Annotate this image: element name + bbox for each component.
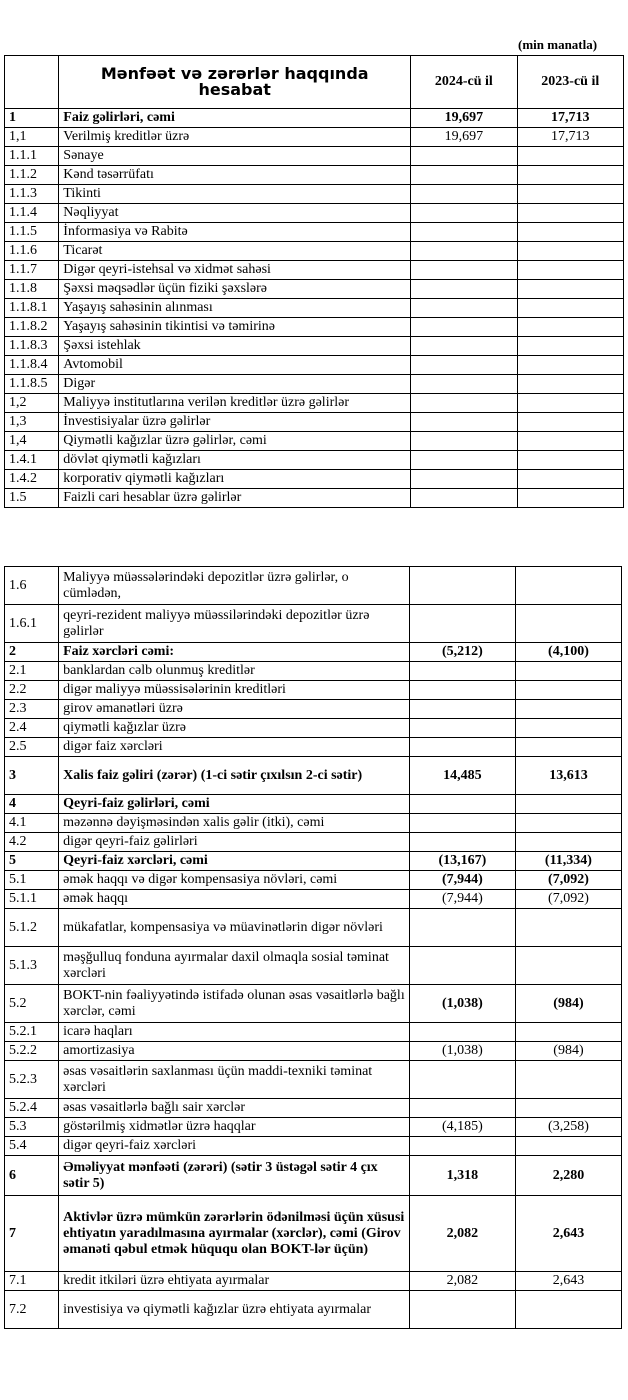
row-value-2024 (411, 413, 517, 432)
row-value-2024 (411, 451, 517, 470)
row-code: 2.5 (5, 738, 59, 757)
row-label: İnformasiya və Rabitə (59, 223, 411, 242)
row-label: göstərilmiş xidmətlər üzrə haqqlar (59, 1118, 410, 1137)
header-code-cell (5, 56, 59, 109)
row-label: kredit itkiləri üzrə ehtiyata ayırmalar (59, 1272, 410, 1291)
row-value-2023 (517, 318, 623, 337)
row-value-2023: 2,280 (515, 1156, 621, 1196)
row-code: 5.2.4 (5, 1099, 59, 1118)
row-code: 2.1 (5, 662, 59, 681)
row-label: Aktivlər üzrə mümkün zərərlərin ödənilməsi üçün xüsusi ehtiyatın yaradılmasına ayırmalar (xərclər), cəmi (Girov əmanəti qəbul etmək hüququ olan BOKT-lər üçün) (59, 1196, 410, 1272)
row-label: Qeyri-faiz xərcləri, cəmi (59, 852, 410, 871)
row-label: BOKT-nin fəaliyyətində istifadə olunan əsas vəsaitlərlə bağlı xərclər, cəmi (59, 985, 410, 1023)
row-value-2024 (409, 909, 515, 947)
row-value-2023 (515, 1291, 621, 1329)
row-value-2023 (517, 356, 623, 375)
row-code: 5.2.2 (5, 1042, 59, 1061)
table-row (5, 1156, 622, 1196)
row-code: 1,3 (5, 413, 59, 432)
table-row (5, 833, 622, 852)
row-code: 2.4 (5, 719, 59, 738)
row-code: 1.1.8.1 (5, 299, 59, 318)
row-code: 5.2 (5, 985, 59, 1023)
row-code: 1.1.3 (5, 185, 59, 204)
row-label: digər maliyyə müəssisələrinin kreditləri (59, 681, 410, 700)
row-value-2023 (517, 204, 623, 223)
row-label: Ticarət (59, 242, 411, 261)
row-value-2024 (411, 242, 517, 261)
row-code: 5.2.1 (5, 1023, 59, 1042)
row-code: 1.5 (5, 489, 59, 508)
row-value-2024 (411, 470, 517, 489)
row-value-2024: (7,944) (409, 890, 515, 909)
row-value-2024 (409, 1023, 515, 1042)
table-row (5, 1061, 622, 1099)
table-row (5, 147, 624, 166)
table-row (5, 719, 622, 738)
row-code: 3 (5, 757, 59, 795)
row-label: Yaşayış sahəsinin alınması (59, 299, 411, 318)
row-code: 1.1.8.4 (5, 356, 59, 375)
row-label: əsas vəsaitlərlə bağlı sair xərclər (59, 1099, 410, 1118)
table-header-row (5, 56, 624, 109)
row-label: Qiymətli kağızlar üzrə gəlirlər, cəmi (59, 432, 411, 451)
table-row (5, 1042, 622, 1061)
row-value-2024: (7,944) (409, 871, 515, 890)
row-code: 2.2 (5, 681, 59, 700)
table-row (5, 662, 622, 681)
row-value-2024 (411, 356, 517, 375)
table-row (5, 1272, 622, 1291)
row-value-2024: 19,697 (411, 109, 517, 128)
row-label: icarə haqları (59, 1023, 410, 1042)
row-value-2024 (411, 185, 517, 204)
table-row (5, 185, 624, 204)
unit-note: (min manatla) (518, 37, 598, 52)
row-value-2023: (3,258) (515, 1118, 621, 1137)
row-label: əmək haqqı və digər kompensasiya növləri, cəmi (59, 871, 410, 890)
row-value-2023: (7,092) (515, 871, 621, 890)
row-label: investisiya və qiymətli kağızlar üzrə ehtiyata ayırmalar (59, 1291, 410, 1329)
row-code: 1,2 (5, 394, 59, 413)
table-row (5, 204, 624, 223)
row-label: korporativ qiymətli kağızları (59, 470, 411, 489)
table-row (5, 223, 624, 242)
table-row (5, 681, 622, 700)
row-code: 1.1.8.5 (5, 375, 59, 394)
table-row (5, 470, 624, 489)
table-row (5, 489, 624, 508)
row-value-2024: 14,485 (409, 757, 515, 795)
row-code: 5.1 (5, 871, 59, 890)
row-value-2023 (517, 280, 623, 299)
table-row (5, 947, 622, 985)
table-row (5, 567, 622, 605)
row-value-2024 (411, 261, 517, 280)
row-value-2023 (517, 147, 623, 166)
row-value-2024: (1,038) (409, 985, 515, 1023)
row-value-2023 (517, 451, 623, 470)
table-row (5, 432, 624, 451)
table-row (5, 337, 624, 356)
report-title: Mənfəət və zərərlər haqqında hesabat (59, 56, 411, 109)
row-code: 1.1.5 (5, 223, 59, 242)
row-value-2024 (409, 681, 515, 700)
table-row (5, 413, 624, 432)
row-code: 5.1.2 (5, 909, 59, 947)
row-label: Avtomobil (59, 356, 411, 375)
row-value-2024 (411, 375, 517, 394)
row-value-2023 (515, 605, 621, 643)
row-value-2024 (411, 394, 517, 413)
table-row (5, 814, 622, 833)
row-value-2024 (409, 947, 515, 985)
row-label: məzənnə dəyişməsindən xalis gəlir (itki), cəmi (59, 814, 410, 833)
income-statement-table-part2 (4, 566, 622, 1329)
row-code: 5.1.3 (5, 947, 59, 985)
row-code: 2.3 (5, 700, 59, 719)
row-value-2023: 2,643 (515, 1196, 621, 1272)
row-code: 1.1.8.2 (5, 318, 59, 337)
row-code: 1 (5, 109, 59, 128)
table-row (5, 356, 624, 375)
row-label: Faiz gəlirləri, cəmi (59, 109, 411, 128)
row-value-2024: 19,697 (411, 128, 517, 147)
row-label: Tikinti (59, 185, 411, 204)
row-label: məşğulluq fonduna ayırmalar daxil olmaqla sosial təminat xərcləri (59, 947, 410, 985)
row-value-2023 (517, 413, 623, 432)
row-code: 1.1.6 (5, 242, 59, 261)
row-value-2024: (5,212) (409, 643, 515, 662)
row-value-2023 (517, 261, 623, 280)
row-label: Maliyyə institutlarına verilən kreditlər üzrə gəlirlər (59, 394, 411, 413)
table-row (5, 299, 624, 318)
row-value-2024 (409, 719, 515, 738)
table-row (5, 109, 624, 128)
table-row (5, 1196, 622, 1272)
row-value-2024 (409, 662, 515, 681)
row-code: 1.1.2 (5, 166, 59, 185)
row-label: Faiz xərcləri cəmi: (59, 643, 410, 662)
table-row (5, 318, 624, 337)
row-label: Əməliyyat mənfəəti (zərəri) (sətir 3 üstəgəl sətir 4 çıx sətir 5) (59, 1156, 410, 1196)
table-row (5, 909, 622, 947)
row-label: Kənd təsərrüfatı (59, 166, 411, 185)
row-label: Şəxsi istehlak (59, 337, 411, 356)
row-code: 7.1 (5, 1272, 59, 1291)
row-value-2023: (4,100) (515, 643, 621, 662)
table-row (5, 1291, 622, 1329)
row-value-2023 (515, 567, 621, 605)
table-row (5, 451, 624, 470)
row-label: Nəqliyyat (59, 204, 411, 223)
row-code: 1.4.2 (5, 470, 59, 489)
table-row (5, 757, 622, 795)
row-value-2024 (411, 489, 517, 508)
table-row (5, 261, 624, 280)
row-label: digər qeyri-faiz gəlirləri (59, 833, 410, 852)
row-value-2024 (409, 567, 515, 605)
row-value-2024 (409, 605, 515, 643)
row-value-2023 (515, 1061, 621, 1099)
row-label: Faizli cari hesablar üzrə gəlirlər (59, 489, 411, 508)
row-value-2023 (517, 375, 623, 394)
table-row (5, 166, 624, 185)
row-value-2023 (517, 223, 623, 242)
row-label: Digər qeyri-istehsal və xidmət sahəsi (59, 261, 411, 280)
row-code: 1.1.7 (5, 261, 59, 280)
row-value-2024 (409, 700, 515, 719)
row-label: amortizasiya (59, 1042, 410, 1061)
row-code: 4 (5, 795, 59, 814)
row-code: 2 (5, 643, 59, 662)
row-value-2024 (411, 299, 517, 318)
row-value-2023 (515, 1137, 621, 1156)
row-value-2023 (515, 947, 621, 985)
income-statement-table-part1 (4, 55, 624, 508)
row-code: 1.4.1 (5, 451, 59, 470)
row-value-2023 (515, 1099, 621, 1118)
row-code: 1.1.8 (5, 280, 59, 299)
row-value-2023 (515, 719, 621, 738)
row-label: Şəxsi məqsədlər üçün fiziki şəxslərə (59, 280, 411, 299)
table-row (5, 128, 624, 147)
row-label: digər qeyri-faiz xərcləri (59, 1137, 410, 1156)
row-value-2023 (515, 833, 621, 852)
row-value-2023: 2,643 (515, 1272, 621, 1291)
table-row (5, 795, 622, 814)
row-label: Digər (59, 375, 411, 394)
row-label: digər faiz xərcləri (59, 738, 410, 757)
row-value-2024 (411, 223, 517, 242)
row-label: dövlət qiymətli kağızları (59, 451, 411, 470)
row-value-2024 (409, 1137, 515, 1156)
row-label: girov əmanətləri üzrə (59, 700, 410, 719)
table-row (5, 1137, 622, 1156)
row-value-2023 (517, 394, 623, 413)
row-code: 5.2.3 (5, 1061, 59, 1099)
row-code: 7.2 (5, 1291, 59, 1329)
row-value-2024 (411, 337, 517, 356)
row-code: 5.1.1 (5, 890, 59, 909)
row-value-2023 (517, 470, 623, 489)
row-label: İnvestisiyalar üzrə gəlirlər (59, 413, 411, 432)
row-value-2024 (409, 738, 515, 757)
row-value-2024 (409, 1061, 515, 1099)
row-value-2023 (517, 185, 623, 204)
row-value-2024 (409, 1099, 515, 1118)
row-value-2023: 13,613 (515, 757, 621, 795)
row-value-2023: 17,713 (517, 109, 623, 128)
row-label: Maliyyə müəssələrindəki depozitlər üzrə gəlirlər, o cümlədən, (59, 567, 410, 605)
row-code: 5 (5, 852, 59, 871)
table-row (5, 852, 622, 871)
row-value-2023 (517, 489, 623, 508)
row-value-2023: (984) (515, 1042, 621, 1061)
row-label: qeyri-rezident maliyyə müəssilərindəki depozitlər üzrə gəlirlər (59, 605, 410, 643)
table-row (5, 605, 622, 643)
table-row (5, 700, 622, 719)
row-label: banklardan cəlb olunmuş kreditlər (59, 662, 410, 681)
header-2023: 2023-cü il (517, 56, 623, 109)
row-code: 1,4 (5, 432, 59, 451)
row-value-2023 (515, 681, 621, 700)
row-label: Xalis faiz gəliri (zərər) (1-ci sətir çıxılsın 2-ci sətir) (59, 757, 410, 795)
table-row (5, 1118, 622, 1137)
row-code: 6 (5, 1156, 59, 1196)
row-code: 5.4 (5, 1137, 59, 1156)
row-code: 4.1 (5, 814, 59, 833)
row-value-2023: 17,713 (517, 128, 623, 147)
table-row (5, 1099, 622, 1118)
row-value-2023 (515, 909, 621, 947)
row-code: 1.1.1 (5, 147, 59, 166)
row-value-2023 (515, 814, 621, 833)
table-row (5, 738, 622, 757)
row-value-2023 (517, 432, 623, 451)
row-code: 1.1.8.3 (5, 337, 59, 356)
row-code: 7 (5, 1196, 59, 1272)
row-value-2023 (517, 299, 623, 318)
row-label: Verilmiş kreditlər üzrə (59, 128, 411, 147)
table-row (5, 242, 624, 261)
row-code: 1.6 (5, 567, 59, 605)
row-value-2024 (409, 795, 515, 814)
row-value-2024 (411, 166, 517, 185)
row-value-2024 (411, 147, 517, 166)
table-row (5, 985, 622, 1023)
row-value-2024 (409, 814, 515, 833)
row-value-2024: (4,185) (409, 1118, 515, 1137)
row-value-2024: (13,167) (409, 852, 515, 871)
row-value-2023: (7,092) (515, 890, 621, 909)
header-2024: 2024-cü il (411, 56, 517, 109)
table-row (5, 394, 624, 413)
row-value-2023 (515, 738, 621, 757)
row-value-2024: (1,038) (409, 1042, 515, 1061)
row-value-2023 (517, 166, 623, 185)
row-value-2024 (409, 1291, 515, 1329)
row-label: Yaşayış sahəsinin tikintisi və təmirinə (59, 318, 411, 337)
row-label: mükafatlar, kompensasiya və müavinətlərin digər növləri (59, 909, 410, 947)
row-value-2023: (11,334) (515, 852, 621, 871)
table-row (5, 280, 624, 299)
row-code: 1.1.4 (5, 204, 59, 223)
table-row (5, 643, 622, 662)
row-value-2023 (515, 795, 621, 814)
row-code: 1,1 (5, 128, 59, 147)
row-value-2023 (517, 337, 623, 356)
row-code: 5.3 (5, 1118, 59, 1137)
row-value-2023 (515, 662, 621, 681)
row-value-2023 (515, 1023, 621, 1042)
row-value-2024: 2,082 (409, 1196, 515, 1272)
row-value-2023 (515, 700, 621, 719)
row-value-2024 (411, 204, 517, 223)
row-label: Sənaye (59, 147, 411, 166)
table-row (5, 1023, 622, 1042)
row-label: əsas vəsaitlərin saxlanması üçün maddi-texniki təminat xərcləri (59, 1061, 410, 1099)
row-value-2024: 1,318 (409, 1156, 515, 1196)
row-value-2024 (411, 318, 517, 337)
row-label: qiymətli kağızlar üzrə (59, 719, 410, 738)
row-value-2024 (409, 833, 515, 852)
row-value-2024: 2,082 (409, 1272, 515, 1291)
row-value-2024 (411, 280, 517, 299)
table-row (5, 375, 624, 394)
row-code: 1.6.1 (5, 605, 59, 643)
row-value-2023: (984) (515, 985, 621, 1023)
table-row (5, 890, 622, 909)
row-label: əmək haqqı (59, 890, 410, 909)
row-code: 4.2 (5, 833, 59, 852)
row-value-2023 (517, 242, 623, 261)
table-row (5, 871, 622, 890)
row-value-2024 (411, 432, 517, 451)
row-label: Qeyri-faiz gəlirləri, cəmi (59, 795, 410, 814)
